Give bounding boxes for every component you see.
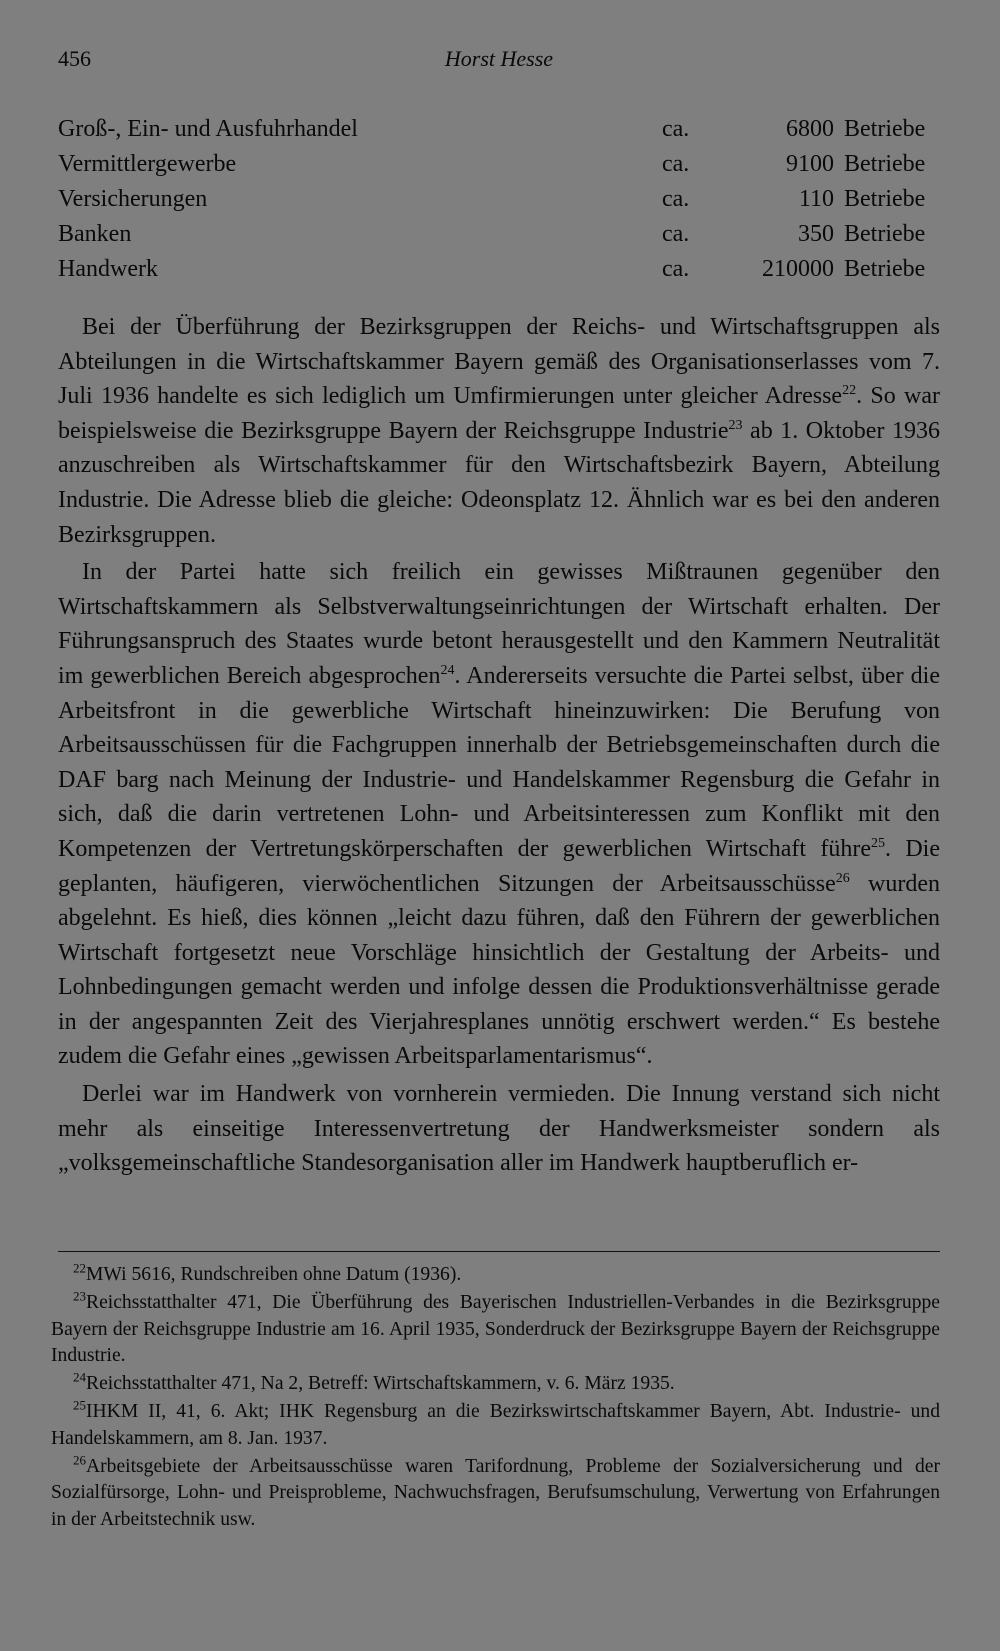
row-ca: ca. — [662, 151, 690, 177]
footnote-number: 26 — [73, 1451, 86, 1467]
footnote-ref: 25 — [871, 835, 886, 851]
footnote-ref: 26 — [835, 870, 850, 886]
footnote-number: 25 — [73, 1397, 86, 1413]
row-ca: ca. — [662, 116, 690, 142]
table-row — [58, 252, 940, 287]
paragraph — [58, 555, 940, 1074]
footnote-text: Arbeitsgebiete der Arbeitsausschüsse waren Tarifordnung, Probleme der Sozialversicherung und der Sozialfürsorge, Lohn- und Preisprobleme, Nachwuchsfragen, Berufsumschulung, Verwertung von Erfahrungen in der Arbeitstechnik usw. — [51, 1455, 940, 1530]
footnote-text: IHKM II, 41, 6. Akt; IHK Regensburg an die Bezirkswirtschaftskammer Bayern, Abt. Industrie- und Handelskammern, am 8. Jan. 1937. — [51, 1401, 940, 1449]
row-ca: ca. — [662, 221, 690, 247]
paragraph-text: Bei der Überführung der Bezirksgruppen der Reichs- und Wirtschaftsgruppen als Abteilungen in die Wirtschaftskammer Bayern gemäß des Organisationserlasses vom 7. Juli 1936 handelte es sich lediglich um Umfirmierungen unter gleicher Adresse — [58, 314, 940, 410]
row-value: 350 — [798, 221, 834, 247]
footnote-rule — [58, 1251, 940, 1252]
row-value: 110 — [798, 186, 834, 212]
row-ca: ca. — [662, 256, 690, 282]
paragraph-text: . Die geplanten, häufigeren, vierwöchentlichen Sitzungen der Arbeitsausschüsse — [58, 835, 940, 897]
row-label: Versicherungen — [58, 186, 208, 212]
table-row — [58, 112, 940, 147]
body-text — [58, 310, 940, 1184]
row-unit: Betriebe — [844, 221, 926, 247]
row-value: 9100 — [786, 151, 834, 177]
footnote — [51, 1451, 940, 1534]
paragraph-text: . So war beispielsweise die Bezirksgruppe Bayern der Reichsgruppe Industrie — [58, 383, 940, 444]
footnote — [51, 1399, 940, 1452]
footnote-text: Reichsstatthalter 471, Na 2, Betreff: Wirtschaftskammern, v. 6. März 1935. — [86, 1373, 675, 1394]
row-label: Vermittlergewerbe — [58, 151, 237, 177]
paragraph-text: In der Partei hatte sich freilich ein gewisses Mißtraunen gegenüber den Wirtschaftskammern als Selbstverwaltungseinrichtungen der Wirtschaft erhalten. Der Führungsanspruch des Staates wurde betont herausgestellt und den Kammern Neutralität im gewerblichen Bereich abgesprochen — [58, 559, 940, 689]
paragraph-text: . Andererseits versuchte die Partei selbst, über die Arbeitsfront in die gewerbliche Wirtschaft hineinzuwirken: Die Berufung von Arbeitsausschüssen für die Fachgruppen innerhalb der Betriebsgemeinschaften durch die DAF barg nach Meinung der Industrie- und Handelskammer Regensburg die Gefahr in sich, daß die darin vertretenen Lohn- und Arbeitsinteressen zum Konflikt mit den Kompetenzen der Vertretungskörperschaften der gewerblichen Wirtschaft führe — [58, 662, 941, 862]
running-head: Horst Hesse — [444, 46, 554, 71]
paragraph-text: wurden abgelehnt. Es hieß, dies können „leicht dazu führen, daß den Führern der gewerblichen Wirtschaft fortgesetzt neue Vorschläge hinsichtlich der Gestaltung der Arbeits- und Lohnbedingungen gemacht werden und infolge dessen die Produktionsverhältnisse gerade in der angespannten Zeit des Vierjahresplanes unnötig erschwert werden.“ Es bestehe zudem die Gefahr eines „gewissen Arbeitsparlamentarismus“. — [58, 870, 941, 1070]
paragraph-text: Derlei war im Handwerk von vornherein vermieden. Die Innung verstand sich nicht mehr als einseitige Interessenvertretung der Handwerksmeister sondern als „volksgemeinschaftliche Standesorganisation aller im Handwerk hauptberuflich er- — [58, 1081, 940, 1177]
footnote-ref: 24 — [440, 662, 455, 678]
footnotes — [51, 1262, 940, 1535]
table-row — [58, 182, 940, 217]
row-unit: Betriebe — [844, 151, 926, 177]
row-unit: Betriebe — [844, 116, 926, 142]
footnote-text: Reichsstatthalter 471, Die Überführung des Bayerischen Industriellen-Verbandes in die Bezirksgruppe Bayern der Reichsgruppe Industrie am 16. April 1935, Sonderdruck der Bezirksgruppe Bayern der Reichsgruppe Industrie. — [51, 1292, 940, 1366]
business-count-table — [58, 112, 940, 287]
footnote-number: 23 — [73, 1288, 86, 1304]
row-value: 210000 — [762, 256, 834, 282]
row-label: Banken — [58, 221, 132, 247]
row-label: Groß-, Ein- und Ausfuhrhandel — [58, 116, 358, 142]
row-value: 6800 — [786, 116, 834, 142]
footnote-number: 24 — [73, 1369, 86, 1385]
paragraph — [58, 1077, 940, 1181]
footnote-text: MWi 5616, Rundschreiben ohne Datum (1936). — [86, 1264, 462, 1285]
footnote-ref: 23 — [728, 417, 743, 433]
table-row — [58, 217, 940, 252]
footnote-number: 22 — [73, 1260, 86, 1276]
footnote — [51, 1262, 940, 1289]
footnote — [51, 1290, 940, 1370]
page-number: 456 — [58, 46, 91, 71]
footnote — [51, 1371, 940, 1398]
table-row — [58, 147, 940, 182]
page-header — [58, 46, 940, 80]
footnote-ref: 22 — [842, 383, 857, 399]
row-unit: Betriebe — [844, 256, 926, 282]
row-unit: Betriebe — [844, 186, 926, 212]
paragraph — [58, 310, 940, 552]
paragraph-text: ab 1. Oktober 1936 anzuschreiben als Wirtschaftskammer für den Wirtschaftsbezirk Bayern, Abteilung Industrie. Die Adresse blieb die gleiche: Odeonsplatz 12. Ähnlich war es bei den anderen Bezirksgruppen. — [58, 417, 941, 548]
row-ca: ca. — [662, 186, 690, 212]
row-label: Handwerk — [58, 256, 158, 282]
